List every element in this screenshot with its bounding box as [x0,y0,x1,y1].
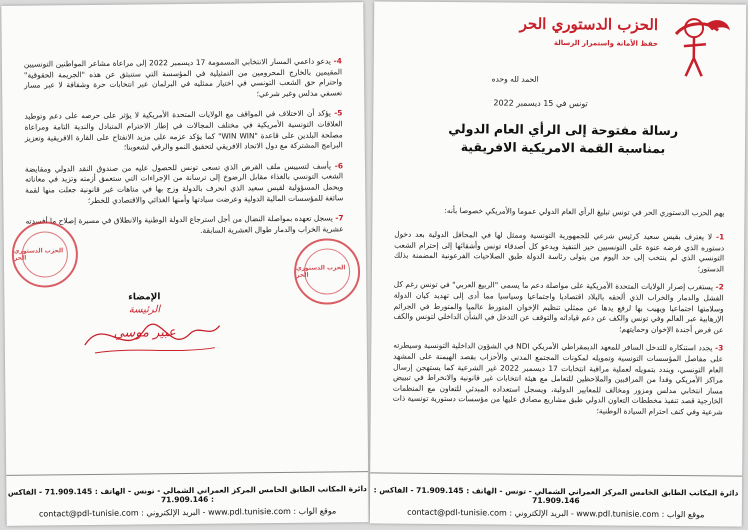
list-item-text: يأسف لتسييس ملف القرض الذي تسعى تونس للحصول عليه من صندوق النقد الدولي ومقايضة الشعب التونسي بالغذاء مقابل الرضوخ إلى ترسانة من الإجراءات التي ستعمق أزمته وتزيد في معاناته ويحمل المسؤولية لقيس سعيد الذي انحرف بالدولة وزج بها في متاهات غير قانونية جعلت منها لقمة سائغة للمؤسسات المالية الدولية وعرضت سيادتها وأمنها الغذائي والاقتصادي للخطر؛ [24,161,344,205]
handwritten-signature [74,304,225,366]
title-line-2: بمناسبة القمة الامريكية الافريقية [460,139,666,156]
letter-body [393,230,725,426]
letter-page-1 [370,1,747,526]
title-line-1: رسالة مفتوحة إلى الرأي العام الدولي [448,121,679,139]
list-item-text: يجدد استنكاره للتدخل السافر للمعهد الديمقراطي الأمريكي NDI في الشؤون الداخلية التونسية وسيطرته على مفاصل المؤسسات التونسية وتمويله لمكونات المجتمع المدني والأحزاب بقصد الهيمنة على المشهد العام التونسي، ويندد بتمويله لعملية مراقبة انتخابات 17 ديسمبر 2022 غير الشرعية كما يستهجن إرسال مراكز الأمريكي وفدا من المراقبين والملاحظين للتعامل مع هيئة انتخابات غير قانونية والانخراط في تبييض مسار انتخابي مدلس ومزور ومخالف للمعايير الدولية، ويسجل استعداده المبدئي للتعاون مع المنظمات الخارجية قصد تنفيذ مخططات التعاون الدولي طبق مشاريع مصادق عليها من مؤسسات دستورية تونسية ذات شرعية وفي كنف احترام السيادة الوطنية؛ [392,340,724,417]
signatory-role: الرئيسة [128,304,161,316]
party-logo-icon [666,12,737,85]
list-item: 7- يسجل تعهده بمواصلة النضال من أجل استرجاع الدولة الوطنية والانطلاق في مسيرة إصلاح ما أفسدته عشرية الخراب والدمار طوال العشرية السابقة. [25,213,344,235]
party-slogan: حفظ الأمانة واستمرار الرسالة [553,38,658,48]
footer-address: دائرة المكاتب الطابق الخامس المركز العمراني الشمالي - تونس - الهاتف : 71.909.145 - الفاكس : 71.909.146 [373,485,739,506]
letter-title [433,120,693,158]
opening-phrase: الحمد لله وحده [491,74,539,84]
list-item: 1- لا يعترف بقيس سعيد كرئيس شرعي للجمهورية التونسية وممثل لها في المحافل الدولية بعد دخول دستوره الذي فرضه عنوة على التونسيين حيز التنفيذ ويدعو كل أصدقاء تونس وأشقائها إلى إحترام الشعب التونسي الذي لم ينتخب إلى حد اليوم من يتولى رئاسة الدولة طبق الصلاحيات الفرعونية المضمنة بذلك الدستور؛ [394,229,725,274]
footer-contact: موقع الواب : www.pdl.tunisie.com - البريد الإلكتروني : contact@pdl-tunisie.com [407,507,705,520]
list-item: 4- يدعو داعمي المسار الانتخابي المسمومة 17 ديسمبر 2022 إلى مراعاة مشاعر المواطنين التونسيين المقيمين بالخارج المحرومين من التمثيلية في المؤسسة التي ستنبثق عن هذه "الجريمة الحقوقية" واحترام حق الشعب التونسي في اختيار ممثليه في البرلمان عبر انتخابات حرة وشفافة لا عبر مسار تعسفي مدلس وغير شرعي؛ [23,56,343,99]
signature-title: الإمضاء [128,292,161,303]
letterhead-footer [6,471,369,526]
list-item-text: يؤكد أن الاختلاف في المواقف مع الولايات المتحدة الأمريكية لا يؤثر على حرصه على دعم وتوطيد العلاقات التونسية الأمريكية في مختلف المجالات في إطار الاحترام المتبادل والندية التامة ومراعاة مصلحة البلدين على قاعدة "WIN WIN" كما يؤكد عزمه على مزيد الانفتاح على القارة الافريقية وتعزيز البرامج المشتركة مع دول الاتحاد الافريقي لتحقيق النمو والرقي لشعوبنا؛ [24,108,343,152]
list-item-text: يدعو داعمي المسار الانتخابي المسمومة 17 ديسمبر 2022 إلى مراعاة مشاعر المواطنين التونسيين المقيمين بالخارج المحرومين من التمثيلية في المؤسسة التي ستنبثق عن هذه "الجريمة الحقوقية" واحترام حق الشعب التونسي في اختيار ممثليه في البرلمان عبر انتخابات حرة وشفافة لا عبر مسار تعسفي مدلس وغير شرعي؛ [23,56,343,99]
letterhead-footer [370,472,742,526]
list-item: 3- يجدد استنكاره للتدخل السافر للمعهد الديمقراطي الأمريكي NDI في الشؤون الداخلية التونسية وسيطرته على مفاصل المؤسسات التونسية وتمويله لمكونات المجتمع المدني والأحزاب بقصد الهيمنة على المشهد العام التونسي، ويندد بتمويله لعملية مراقبة انتخابات 17 ديسمبر 2022 غير الشرعية كما يستهجن إرسال مراكز الأمريكي وفدا من المراقبين والملاحظين للتعامل مع هيئة انتخابات غير قانونية والانخراط في تبييض مسار انتخابي مدلس ومزور ومخالف للمعايير الدولية، ويسجل استعداده المبدئي للتعاون مع المنظمات الخارجية قصد تنفيذ مخططات التعاون الدولي طبق مشاريع مصادق عليها من مؤسسات دستورية تونسية ذات شرعية وفي كنف احترام السيادة الوطنية؛ [392,340,724,417]
party-name: الحزب الدستوري الحر [519,14,659,34]
letter-body [24,56,344,248]
footer-address: دائرة المكاتب الطابق الخامس المركز العمراني الشمالي - تونس - الهاتف : 71.909.145 - الفاكس : 71.909.146 [7,484,367,505]
list-item: 5- يؤكد أن الاختلاف في المواقف مع الولايات المتحدة الأمريكية لا يؤثر على حرصه على دعم وتوطيد العلاقات التونسية الأمريكية في مختلف المجالات في إطار الاحترام المتبادل والندية التامة ومراعاة مصلحة البلدين على قاعدة "WIN WIN" كما يؤكد عزمه على مزيد الانفتاح على القارة الافريقية وتعزيز البرامج المشتركة مع دول الاتحاد الافريقي لتحقيق النمو والرقي لشعوبنا؛ [24,108,343,152]
footer-contact: موقع الواب : www.pdl.tunisie.com - البريد الإلكتروني : contact@pdl-tunisie.com [38,506,337,519]
letter-date: تونس في 15 ديسمبر 2022 [493,98,588,109]
letter-page-2 [1,2,368,526]
list-item-text: يسجل تعهده بمواصلة النضال من أجل استرجاع الدولة الوطنية والانطلاق في مسيرة إصلاح ما أفسدته عشرية الخراب والدمار طوال العشرية السابقة. [25,213,344,235]
letter-intro: يهم الحزب الدستوري الحر في تونس تبليغ الرأي العام الدولي عموما والأمريكي خصوصا بأنه: [444,206,725,218]
list-item-text: لا يعترف بقيس سعيد كرئيس شرعي للجمهورية التونسية وممثل لها في المحافل الدولية بعد دخول دستوره الذي فرضه عنوة على التونسيين حيز التنفيذ ويدعو كل أصدقاء تونس وأشقائها إلى إحترام الشعب التونسي الذي لم ينتخب إلى حد اليوم من يتولى رئاسة الدولة طبق الصلاحيات الفرعونية المضمنة بذلك الدستور؛ [394,229,725,274]
list-item: 6- يأسف لتسييس ملف القرض الذي تسعى تونس للحصول عليه من صندوق النقد الدولي ومقايضة الشعب التونسي بالغذاء مقابل الرضوخ إلى ترسانة من الإجراءات التي ستعمق أزمته وتزيد في معاناته ويحمل المسؤولية لقيس سعيد الذي انحرف بالدولة وزج بها في متاهات غير قانونية جعلت منها لقمة سائغة للمؤسسات المالية الدولية وعرضت سيادتها وأمنها الغذائي والاقتصادي للخطر؛ [24,161,344,205]
list-item: 2- يستغرب إصرار الولايات المتحدة الأمريكية على مواصلة دعم ما يسمى "الربيع العربي" في تونس رغم كل الفشل والدمار والخراب الذي ألحقه بالبلاد اقتصاديا واجتماعيا وسياسيا مما أدى إلى تهديد كيان الدولة وسلامتها اجتماعيا ويهيب بها لرفع يدها عن ممثلي تنظيم الإخوان المتورط عالميا والمتورط في الجرائم الإرهابية عبر العالم وفي تونس والكف عن دعم قياداته والتوقف عن التدخل في الشأن الداخلي لتونس والكف عن فرض أجندة الإخوان وحمايتهم؛ [393,279,724,335]
signatory-name: عبير موسي [113,325,176,341]
party-stamp-right: الحزب الدستوري الحر [294,238,361,305]
list-item-text: يستغرب إصرار الولايات المتحدة الأمريكية على مواصلة دعم ما يسمى "الربيع العربي" في تونس رغم كل الفشل والدمار والخراب الذي ألحقه بالبلاد اقتصاديا واجتماعيا وسياسيا مما أدى إلى تهديد كيان الدولة وسلامتها اجتماعيا ويهيب بها لرفع يدها عن ممثلي تنظيم الإخوان المتورط عالميا والمتورط في الجرائم الإرهابية عبر العالم وفي تونس والكف عن دعم قياداته والتوقف عن التدخل في الشأن الداخلي لتونس والكف عن فرض أجندة الإخوان وحمايتهم؛ [393,279,724,335]
party-stamp-left: الحزب الدستوري الحر [12,221,79,288]
